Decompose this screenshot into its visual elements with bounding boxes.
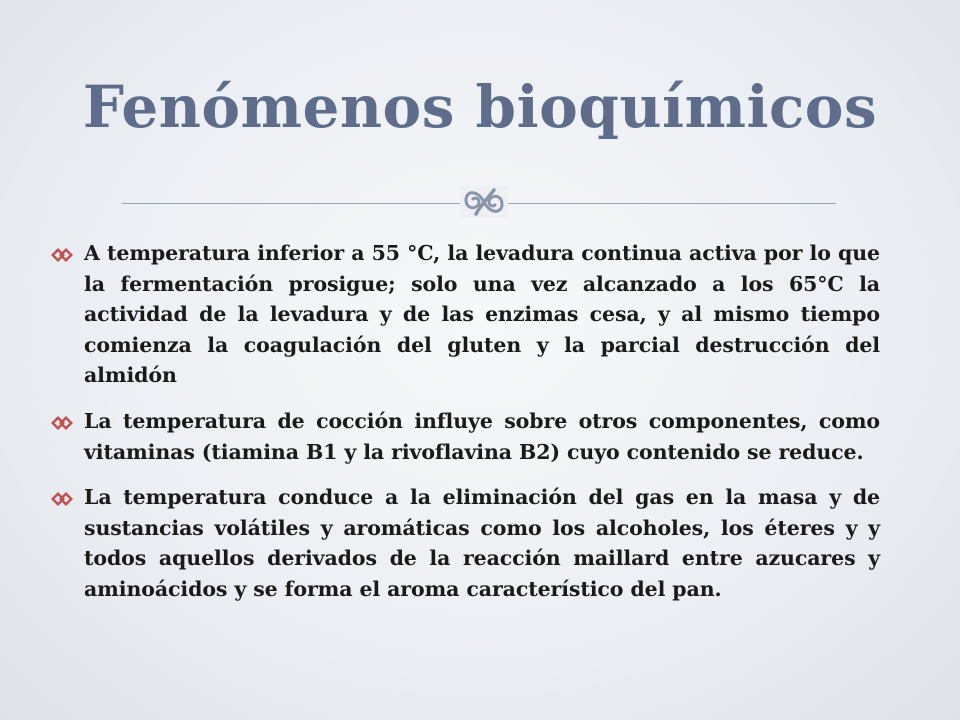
double-diamond-bullet-icon [48, 413, 76, 433]
bullet-text: A temperatura inferior a 55 °C, la levadura continua activa por lo que la fermentación prosigue; solo una vez alcanzado a los 65°C la actividad de la levadura y de las enzimas cesa, y al mismo tiempo comienza la coagulación del gluten y la parcial destrucción del almidón [84, 241, 880, 388]
double-diamond-bullet-icon [48, 245, 76, 265]
double-diamond-bullet-icon [48, 489, 76, 509]
list-item [48, 238, 880, 391]
bullet-text: La temperatura de cocción influye sobre otros componentes, como vitaminas (tiamina B1 y la rivoflavina B2) cuyo contenido se reduce. [84, 408, 880, 464]
list-item [48, 482, 880, 604]
bullet-text: La temperatura conduce a la eliminación del gas en la masa y de sustancias volátiles y aromáticas como los alcoholes, los éteres y y todos aquellos derivados de la reacción maillard entre azucares y aminoácidos y se forma el aroma característico del pan. [84, 485, 880, 601]
slide-title: Fenómenos bioquímicos [82, 73, 878, 141]
fleur-divider-icon [458, 180, 510, 224]
list-item [48, 406, 880, 467]
bullet-list [48, 238, 880, 620]
